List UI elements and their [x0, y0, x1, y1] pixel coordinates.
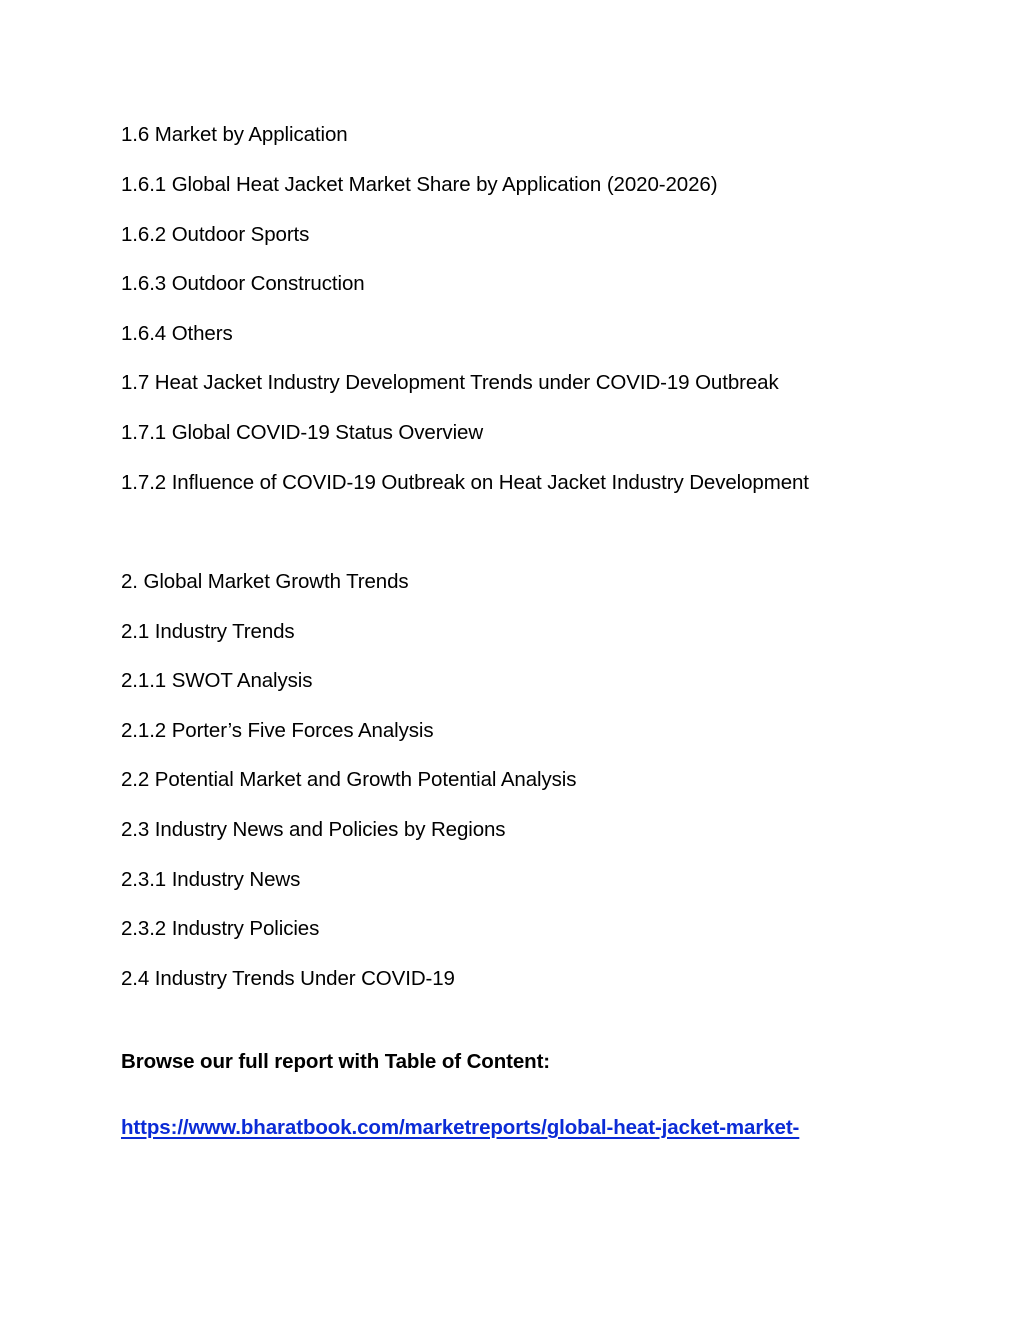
report-link[interactable]: https://www.bharatbook.com/marketreports/global-heat-jacket-market- [121, 1116, 800, 1139]
toc-entry-2-2: 2.2 Potential Market and Growth Potential Analysis [121, 768, 577, 791]
toc-entry-2-3-2: 2.3.2 Industry Policies [121, 917, 320, 940]
browse-heading: Browse our full report with Table of Content: [121, 1050, 551, 1073]
toc-entry-2-4: 2.4 Industry Trends Under COVID-19 [121, 967, 455, 990]
toc-entry-1-6: 1.6 Market by Application [121, 123, 348, 146]
toc-entry-1-7-1: 1.7.1 Global COVID-19 Status Overview [121, 421, 484, 444]
toc-entry-1-6-3: 1.6.3 Outdoor Construction [121, 272, 365, 295]
toc-entry-1-6-2: 1.6.2 Outdoor Sports [121, 223, 310, 246]
toc-entry-1-7: 1.7 Heat Jacket Industry Development Trends under COVID-19 Outbreak [121, 371, 779, 394]
toc-entry-1-6-1: 1.6.1 Global Heat Jacket Market Share by Application (2020-2026) [121, 173, 718, 196]
toc-entry-2-3-1: 2.3.1 Industry News [121, 868, 301, 891]
toc-entry-2-1-1: 2.1.1 SWOT Analysis [121, 669, 313, 692]
toc-entry-2-1-2: 2.1.2 Porter’s Five Forces Analysis [121, 719, 434, 742]
toc-entry-1-6-4: 1.6.4 Others [121, 322, 233, 345]
toc-entry-2-1: 2.1 Industry Trends [121, 620, 295, 643]
toc-entry-2-3: 2.3 Industry News and Policies by Regions [121, 818, 506, 841]
toc-entry-1-7-2: 1.7.2 Influence of COVID-19 Outbreak on Heat Jacket Industry Development [121, 471, 809, 494]
toc-entry-2: 2. Global Market Growth Trends [121, 570, 409, 593]
